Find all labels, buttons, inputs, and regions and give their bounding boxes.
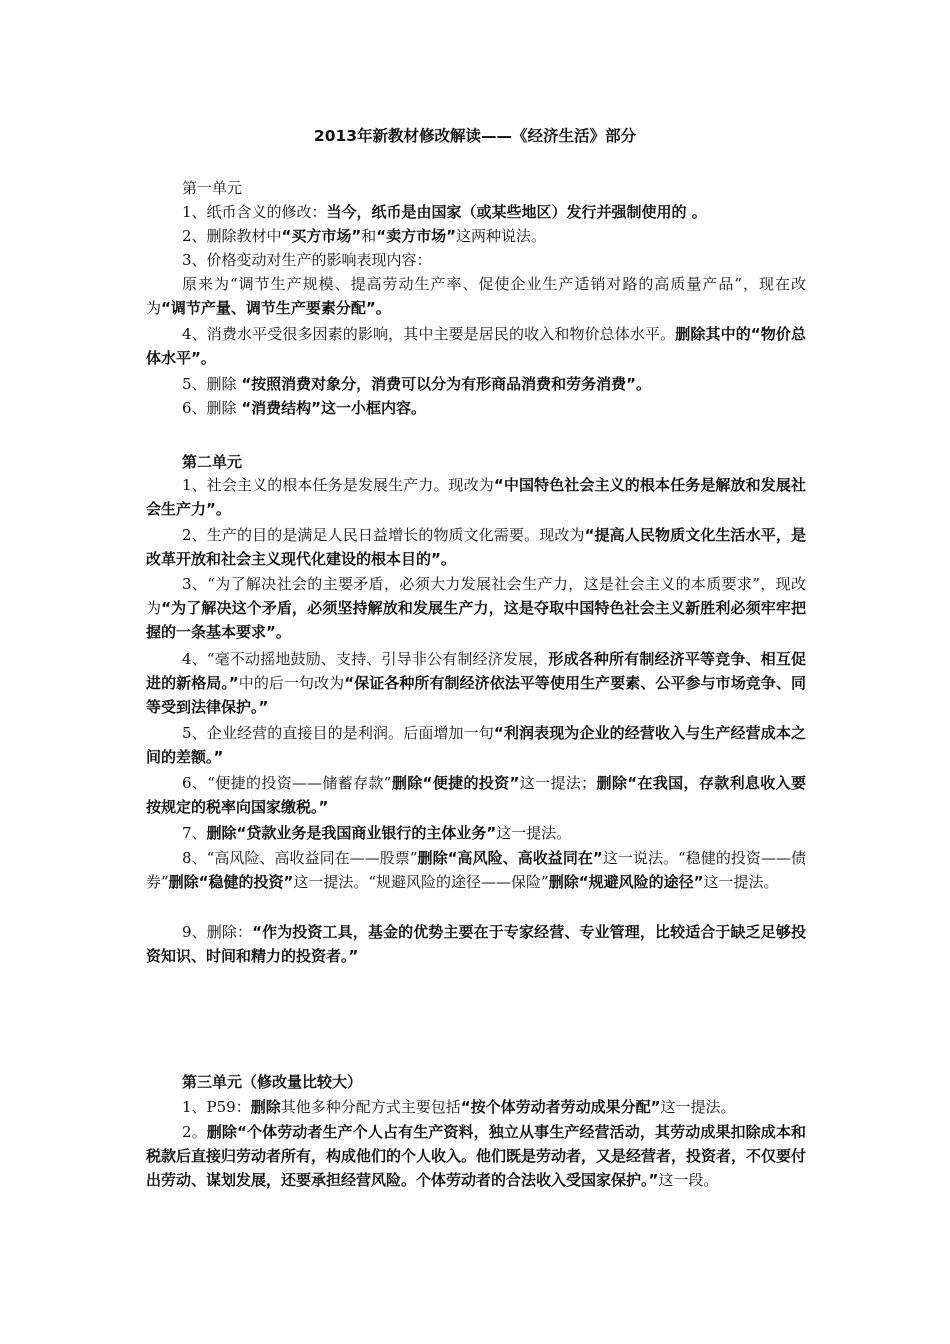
unit2-item-5 [146, 721, 806, 769]
unit3-heading [146, 1070, 806, 1094]
bold-text: 删除“个体劳动者生产个人占有生产资料，独立从事生产经营活动，其劳动成果扣除成本和税款后直接归劳动者所有，构成他们的个人收入。他们既是劳动者，又是经营者，投资者，不仅要付出劳动、谋划发展，还要承担经营风险。个体劳动者的合法收入受国家保护。” [146, 1123, 807, 1189]
unit2-item-1 [146, 473, 806, 521]
unit1-heading [146, 176, 806, 200]
unit3-item-2 [146, 1120, 806, 1192]
text: 7、 [182, 824, 207, 842]
text: 4、消费水平受很多因素的影响，其中主要是居民的收入和物价总体水平。 [182, 325, 676, 343]
text: 2。 [182, 1123, 207, 1141]
unit2-item-6 [146, 771, 806, 819]
unit1-item-5 [146, 372, 806, 396]
bold-text: “买方市场” [281, 227, 362, 245]
text: 这两种说法。 [456, 227, 547, 245]
bold-text: “中国特色社会主义的根本任务是解放和发展社会生产力”。 [146, 476, 806, 518]
bold-text: “作为投资工具，基金的优势主要在于专家经营、专业管理，比较适合于缺乏足够投资知识、时间和精力的投资者。” [146, 923, 806, 965]
text: 5、删除 [182, 375, 242, 393]
unit1-item-4 [146, 322, 806, 370]
text: 2、删除教材中 [182, 227, 282, 245]
text: 3、“为了解决社会的主要矛盾，必须大力发展社会生产力，这是社会主义的本质要求”，现改为 [146, 575, 806, 617]
bold-text: 删除“便捷的投资” [391, 774, 520, 792]
unit2-item-4 [146, 647, 806, 719]
bold-text: “按照消费对象分，消费可以分为有形商品消费和劳务消费”。 [241, 375, 652, 393]
bold-text: 删除“规避风险的途径” [548, 873, 704, 891]
bold-text: 删除“在我国，存款利息收入要按规定的税率向国家缴税。” [146, 774, 806, 816]
unit1-heading-text: 第一单元 [182, 179, 243, 197]
text: 2、生产的目的是满足人民日益增长的物质文化需要。现改为 [182, 526, 585, 544]
text: 其他多种分配方式主要包括 [280, 1098, 461, 1116]
text: 6、删除 [182, 399, 242, 417]
text: 8、“高风险、高收益同在——股票” [182, 849, 418, 867]
bold-text: “提高人民物质文化生活水平，是改革开放和社会主义现代化建设的根本目的”。 [146, 526, 806, 568]
bold-text: 删除其中的“物价总体水平”。 [146, 325, 807, 367]
unit2-item-8 [146, 846, 806, 894]
bold-text: “卖方市场” [376, 227, 456, 245]
unit2-item-2 [146, 523, 806, 571]
bold-text: 删除“贷款业务是我国商业银行的主体业务” [206, 824, 497, 842]
text: 和 [361, 227, 377, 245]
bold-text: 删除“稳健的投资” [168, 873, 294, 891]
unit3-item-1 [146, 1095, 806, 1119]
text: 这一提法。 [660, 1098, 736, 1116]
unit1-item-1 [146, 200, 806, 224]
text: 6、“便捷的投资——储蓄存款” [182, 774, 392, 792]
text: 1、纸币含义的修改： [182, 203, 327, 221]
bold-text: 形成各种所有制经济平等竞争、相互促进的新格局。” [146, 650, 806, 692]
text: 这一提法。“规避风险的途径——保险” [293, 873, 549, 891]
text: 中的后一句改为 [238, 674, 345, 692]
unit2-item-3 [146, 572, 806, 644]
bold-text: “保证各种所有制经济依法平等使用生产要素、公平参与市场竞争、同等受到法律保护。” [146, 674, 806, 716]
bold-text: 删除“高风险、高收益同在” [417, 849, 603, 867]
text: 这一提法； [519, 774, 597, 792]
bold-text: 当今，纸币是由国家（或某些地区）发行并强制使用的 。 [326, 203, 707, 221]
document-title: 2013年新教材修改解读——《经济生活》部分 [313, 127, 637, 145]
unit2-item-9 [146, 920, 806, 968]
bold-text: “利润表现为企业的经营收入与生产经营成本之间的差额。” [146, 724, 806, 766]
text: 原来为“调节生产规模、提高劳动生产率、促使企业生产适销对路的高质量产品”，现在改为 [146, 275, 806, 317]
text: 这一说法。“稳健的投资——债券” [146, 849, 806, 891]
text: 1、P59： [182, 1098, 251, 1116]
unit1-item-2 [146, 224, 806, 248]
text: 3、价格变动对生产的影响表现内容： [182, 251, 432, 269]
bold-text: “消费结构”这一小框内容。 [241, 399, 427, 417]
unit2-heading-text: 第二单元 [182, 453, 243, 471]
unit3-heading-text: 第三单元（修改量比较大） [182, 1073, 363, 1091]
unit2-item-7 [146, 821, 806, 845]
text: 1、社会主义的根本任务是发展生产力。现改为 [182, 476, 494, 494]
bold-text: “按个体劳动者劳动成果分配” [460, 1098, 661, 1116]
text: 这一提法。 [703, 873, 779, 891]
text: 9、删除： [182, 923, 253, 941]
unit1-item-3-detail [146, 272, 806, 320]
unit1-item-6 [146, 396, 806, 420]
text: 这一段。 [658, 1171, 719, 1189]
text: 5、企业经营的直接目的是利润。后面增加一句 [182, 724, 494, 742]
bold-text: 删除 [250, 1098, 281, 1116]
bold-text: “调节产量、调节生产要素分配”。 [161, 299, 391, 317]
unit2-heading [146, 450, 806, 474]
bold-text: “为了解决这个矛盾，必须坚持解放和发展生产力，这是夺取中国特色社会主义新胜利必须牢牢把握的一条基本要求”。 [146, 599, 806, 641]
text: 这一提法。 [496, 824, 572, 842]
text: 4、“毫不动摇地鼓励、支持、引导非公有制经济发展， [182, 650, 549, 668]
unit1-item-3 [146, 248, 806, 272]
